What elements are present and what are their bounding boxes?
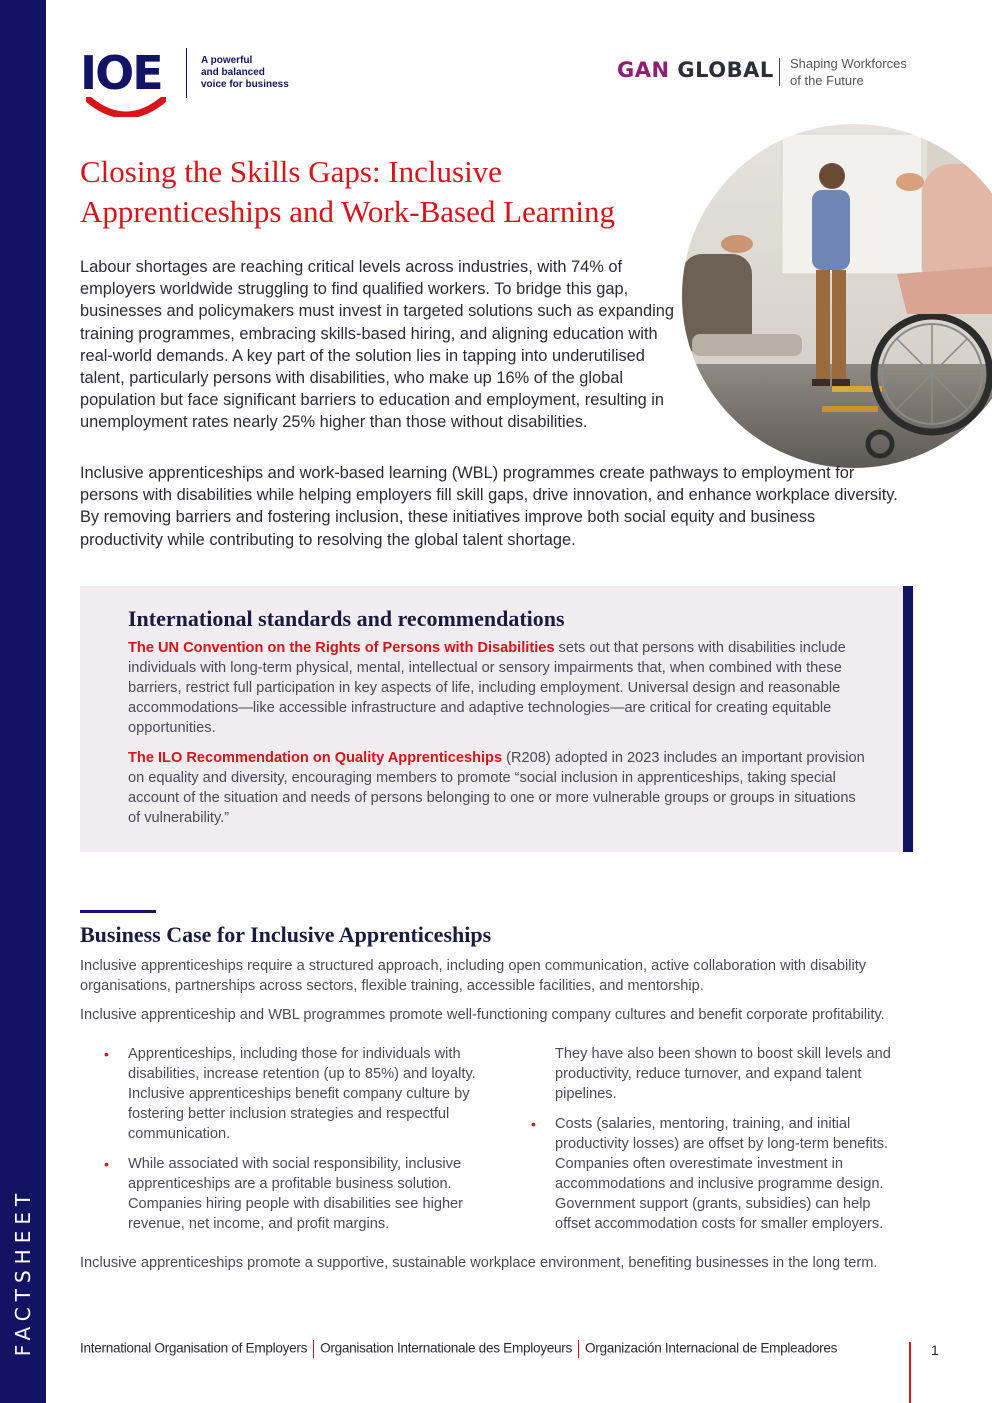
- factsheet-sidebar: [0, 0, 46, 1403]
- gan-divider: [779, 58, 780, 86]
- bullet-text: While associated with social responsibility, inclusive apprenticeships are a profitable business solution. Companies hiring people with disabilities see higher revenue, net income, and profit margins.: [128, 1156, 464, 1232]
- ioe-divider: [186, 48, 187, 98]
- un-convention-link[interactable]: The UN Convention on the Rights of Persons with Disabilities: [128, 640, 555, 656]
- ioe-tagline: [201, 55, 301, 91]
- ilo-recommendation-text: (R208) adopted in 2023 includes an important provision on equality and diversity, encouraging members to promote “social inclusion in apprenticeships, taking special account of the situation and needs of persons belonging to one or more vulnerable groups or groups in situations of vulnerability.”: [128, 750, 865, 826]
- intro-paragraph-2: Inclusive apprenticeships and work-based learning (WBL) programmes create pathways to employment for persons with disabilities while helping employers fill skill gaps, drive innovation, and enhance workplace diversity. By removing barriers and fostering inclusion, these initiatives improve both social equity and business productivity while contributing to resolving the global talent shortage.: [80, 464, 898, 549]
- callout-accent-bar: [903, 586, 913, 852]
- bullet-column-left: [104, 1044, 480, 1234]
- standards-title: International standards and recommendations: [128, 606, 565, 631]
- bullet-text: Costs (salaries, mentoring, training, and initial productivity losses) are offset by long-term benefits. Companies often overestimate investment in accommodations and inclusive programme design. Government support (grants, subsidies) can help offset accommodation costs for smaller employers.: [555, 1116, 889, 1232]
- list-item: [104, 1044, 480, 1144]
- gan-tagline-line: of the Future: [790, 73, 864, 88]
- standards-callout: [80, 586, 913, 852]
- footer-org-names: [80, 1340, 837, 1358]
- un-convention-text: sets out that persons with disabilities include individuals with long-term physical, mental, intellectual or sensory impairments that, when combined with these barriers, restrict full participation in key aspects of life, including employment. Universal design and reasonable accommodations—like accessible infrastructure and adaptive technologies—are critical for creating equitable opportunities.: [128, 640, 846, 736]
- factsheet-label: FACTSHEET: [11, 1187, 35, 1357]
- page-title: Closing the Skills Gaps: Inclusive Apprenticeships and Work-Based Learning: [80, 154, 615, 229]
- org-name-fr: Organisation Internationale des Employeurs: [320, 1340, 572, 1356]
- ioe-smile-icon: [86, 97, 166, 117]
- ilo-recommendation-paragraph: [128, 748, 868, 828]
- ioe-tagline-line: A powerful: [201, 55, 253, 66]
- business-case-paragraph: Inclusive apprenticeships require a structured approach, including open communication, active collaboration with disability organisations, partnerships across sectors, flexible training, accessible facilities, and mentorship.: [80, 958, 867, 994]
- bullet-marker: •: [104, 1156, 109, 1172]
- gan-tagline: [790, 55, 930, 89]
- ioe-tagline-line: voice for business: [201, 79, 289, 90]
- business-case-closing: Inclusive apprenticeships promote a supportive, sustainable workplace environment, benefiting businesses in the long term.: [80, 1255, 878, 1271]
- global-word: GLOBAL: [669, 58, 774, 82]
- bullet-column-right: [531, 1044, 905, 1234]
- gan-word: GAN: [617, 58, 670, 82]
- ilo-recommendation-link[interactable]: The ILO Recommendation on Quality Apprenticeships: [128, 750, 503, 766]
- intro-paragraph: Labour shortages are reaching critical levels across industries, with 74% of employers worldwide struggling to find qualified workers. To bridge this gap, businesses and policymakers must invest in targeted solutions such as expanding training programmes, embracing skills-based hiring, and aligning education with real-world demands. A key part of the solution lies in tapping into underutilised talent, particularly persons with disabilities, who make up 16% of the global population but face significant barriers to education and employment, resulting in unemployment rates nearly 25% higher than those without disabilities.: [80, 258, 675, 432]
- ioe-logo: [80, 46, 170, 120]
- gan-global-logo: [617, 58, 774, 82]
- business-case-title: Business Case for Inclusive Apprenticeships: [80, 922, 492, 947]
- bullet-marker: •: [531, 1116, 536, 1132]
- footer-accent-bar: [909, 1342, 911, 1403]
- bullet-text: Apprenticeships, including those for individuals with disabilities, increase retention (up to 85%) and loyalty. Inclusive apprenticeships benefit company culture by fostering better inclusion strategies and respectful communication.: [128, 1046, 476, 1142]
- classroom-photo-image: [682, 124, 992, 468]
- list-item: [531, 1114, 905, 1234]
- business-case-paragraph-2: Inclusive apprenticeship and WBL programmes promote well-functioning company cultures and benefit corporate profitability.: [80, 1007, 885, 1023]
- bullet-continuation: They have also been shown to boost skill levels and productivity, reduce turnover, and expand talent pipelines.: [555, 1046, 891, 1102]
- org-name-en: International Organisation of Employers: [80, 1340, 308, 1356]
- org-name-es: Organización Internacional de Empleadores: [584, 1340, 838, 1356]
- gan-tagline-line: Shaping Workforces: [790, 56, 907, 71]
- bullet-marker: •: [104, 1046, 109, 1062]
- section-rule: [80, 910, 156, 913]
- ioe-tagline-line: and balanced: [201, 67, 265, 78]
- footer-divider: [578, 1340, 579, 1358]
- list-item: [104, 1154, 480, 1234]
- page-number: 1: [931, 1342, 939, 1358]
- ioe-logo-text: IOE: [80, 46, 162, 100]
- hero-photo: [682, 124, 992, 468]
- footer-divider: [313, 1340, 314, 1358]
- un-convention-paragraph: [128, 638, 868, 738]
